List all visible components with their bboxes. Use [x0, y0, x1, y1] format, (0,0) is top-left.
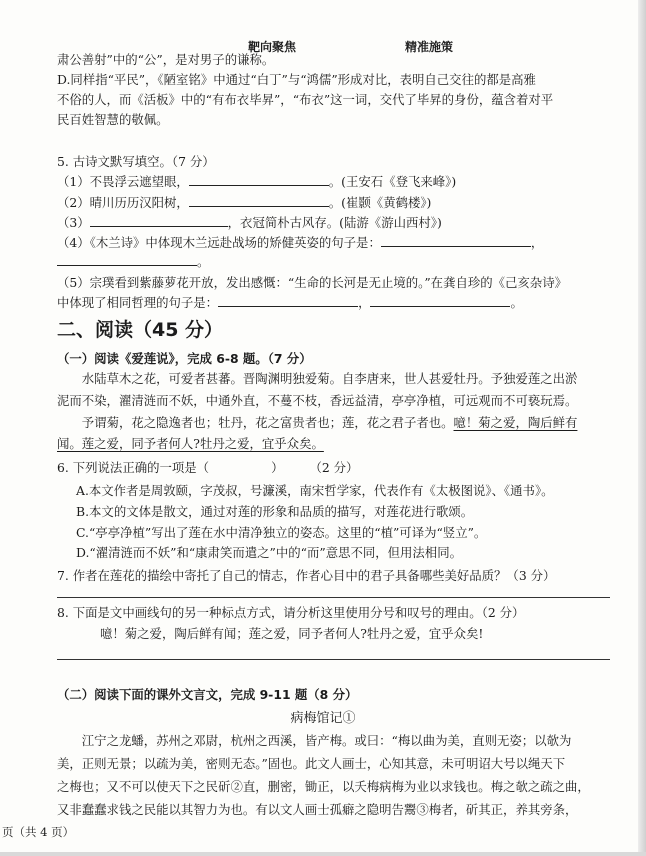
page-edge-shadow [638, 0, 646, 856]
item-text: ， [358, 295, 371, 310]
answer-line[interactable] [57, 597, 610, 598]
answer-blank[interactable] [189, 172, 329, 186]
stem-text: （2 分） [309, 460, 359, 475]
answer-blank[interactable] [381, 233, 531, 247]
question-5-item-4-cont [57, 252, 209, 272]
option-d: D.“濯清涟而不妖”和“康肃笑而遣之”中的“而”意思不同，但用法相同。 [76, 545, 462, 560]
answer-blank[interactable] [189, 193, 329, 207]
stem-text: 6. 下列说法正确的一项是（ [57, 460, 210, 475]
question-5-item-5-cont [57, 293, 523, 313]
question-5-item-4 [57, 233, 543, 253]
underlined-sentence: 闻。莲之爱，同予者何人?牡丹之爱，宜乎众矣。 [57, 436, 324, 451]
item-text: 。 [197, 254, 210, 269]
item-text: 。(崔颢《黄鹤楼》) [328, 195, 432, 210]
question-8-stem: 8. 下面是文中画线句的另一种标点方式，请分析这里使用分号和叹号的理由。（2 分） [57, 605, 525, 620]
item-text: 中体现了相同哲理的句子是： [57, 295, 219, 310]
passage-line [57, 434, 324, 454]
item-text: （1）不畏浮云遮望眼， [57, 174, 189, 189]
answer-blank[interactable] [370, 293, 510, 307]
page-bottom-edge [0, 852, 646, 856]
option-c: C.“亭亭净植”写出了莲在水中清净独立的姿态。这里的“植”可译为“竖立”。 [76, 525, 487, 540]
item-text: ，衣冠简朴古风存。(陆游《游山西村》) [227, 215, 442, 230]
passage-line: 美，正则无景；以疏为美，密则无态。”固也。此文人画士，心知其意，未可明诏大号以绳天下 [57, 756, 566, 771]
option-a: A.本文作者是周敦颐，字茂叔，号濂溪，南宋哲学家，代表作有《太极图说》、《通书》。 [76, 483, 554, 498]
text-line: 民百姓智慧的敬佩。 [57, 112, 169, 127]
passage-line: 水陆草木之花，可爱者甚蕃。晋陶渊明独爱菊。自李唐来，世人甚爱牡丹。予独爱莲之出淤 [81, 371, 578, 386]
question-6-stem [57, 458, 358, 478]
question-5-stem: 5. 古诗文默写填空。（7 分） [57, 154, 215, 169]
item-text: ， [530, 235, 544, 250]
answer-line[interactable] [57, 659, 610, 660]
item-text: （2）晴川历历汉阳树， [57, 195, 189, 210]
answer-blank[interactable] [218, 293, 358, 307]
item-text: 。(王安石《登飞来峰》) [328, 174, 457, 189]
header-left: 靶向聚焦 [248, 40, 297, 54]
section-title: 二、阅读（45 分） [57, 319, 224, 341]
text-line: 肃公善射”中的“公”，是对男子的谦称。 [57, 52, 275, 67]
question-5-item-1 [57, 172, 456, 192]
passage-title: 病梅馆记① [290, 711, 356, 726]
header-right: 精准施策 [405, 40, 454, 54]
passage-line: 泥而不染，濯清涟而不妖，中通外直，不蔓不枝，香远益清，亭亭净植，可远观而不可亵玩焉。 [57, 393, 578, 408]
passage-line: 又非蠢蠢求钱之民能以其智力为也。有以文人画士孤癖之隐明告鬻③梅者，斫其正，养其旁条， [57, 802, 578, 817]
question-8-quote: 噫！菊之爱，陶后鲜有闻；莲之爱，同予者何人?牡丹之爱，宜乎众矣! [100, 626, 484, 641]
passage-line: 江宁之龙蟠，苏州之邓尉，杭州之西溪，皆产梅。或曰：“梅以曲为美，直则无姿；以欹为 [81, 733, 572, 748]
stem-text: ） [271, 460, 284, 475]
item-text: （4）《木兰诗》中体现木兰远赴战场的矫健英姿的句子是： [57, 235, 381, 250]
question-7: 7. 作者在莲花的描绘中寄托了自己的情志，作者心目中的君子具备哪些美好品质？（3 分） [57, 568, 556, 583]
underlined-sentence: 噫！菊之爱，陶后鲜有 [453, 415, 578, 430]
text-line: D.同样指“平民”，《陋室铭》中通过“白丁”与“鸿儒”形成对比，表明自己交往的都是高雅 [57, 72, 536, 87]
answer-blank[interactable] [90, 213, 228, 227]
part-2-heading: （二）阅读下面的课外文言文，完成 9-11 题（8 分） [57, 687, 358, 702]
option-b: B.本文的文体是散文，通过对莲的形象和品质的描写，对莲花进行歌颂。 [76, 504, 474, 519]
passage-text: 予谓菊，花之隐逸者也；牡丹，花之富贵者也；莲，花之君子者也。 [81, 415, 454, 430]
question-5-item-3 [57, 213, 442, 233]
passage-line [57, 413, 577, 433]
item-text: 。 [510, 295, 523, 310]
text-line: 不俗的人，而《活板》中的“有布衣毕昇”，“布衣”这一词，交代了毕昇的身份，蕴含着对平 [57, 92, 554, 107]
question-5-item-2 [57, 193, 431, 213]
passage-line: 之梅也；又不可以使天下之民斫②直，删密，锄正，以夭梅病梅为业以求钱也。梅之欹之疏之曲， [57, 779, 590, 794]
answer-blank[interactable] [209, 459, 271, 472]
part-1-heading: （一）阅读《爱莲说》，完成 6-8 题。（7 分） [57, 351, 312, 366]
answer-blank[interactable] [57, 252, 197, 266]
question-5-item-5: （5）宗璞看到紫藤萝花开放，发出感慨：“生命的长河是无止境的。”在龚自珍的《己亥杂诗》 [57, 275, 567, 290]
item-text: （3） [57, 215, 90, 230]
page-footer: 页（共 4 页） [2, 825, 75, 839]
